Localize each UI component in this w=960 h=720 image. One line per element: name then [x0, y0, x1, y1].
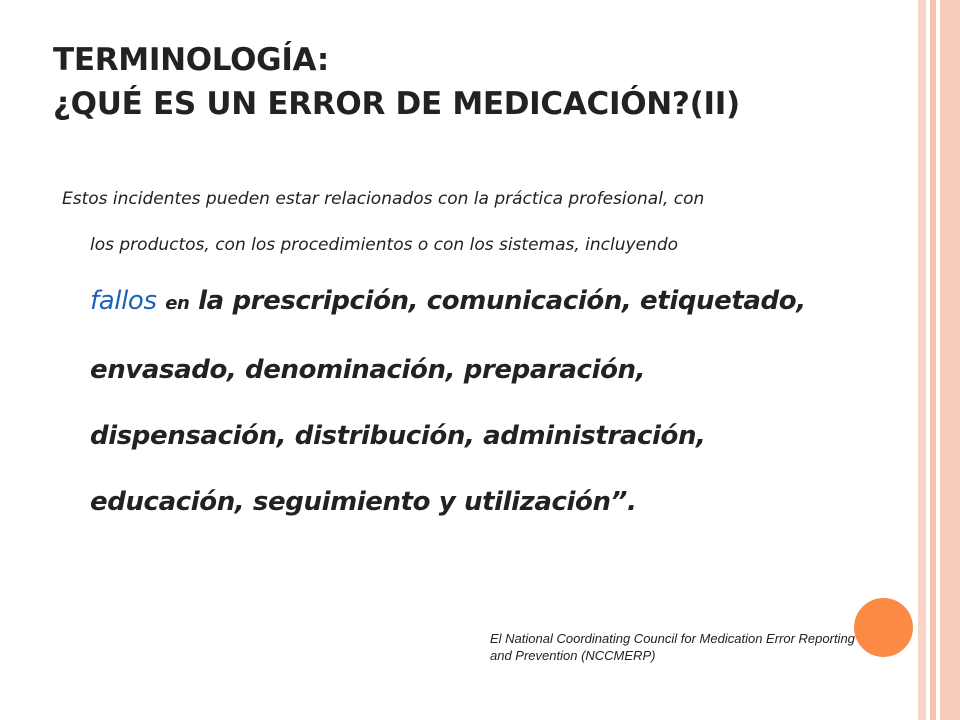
- slide-title: [53, 38, 740, 126]
- slide-title-line-2: ¿QUÉ ES UN ERROR DE MEDICACIÓN?(II): [53, 86, 740, 122]
- body-line-5: dispensación, distribución, administración,: [90, 421, 706, 451]
- body-line-1: Estos incidentes pueden estar relacionados con la práctica profesional, con: [62, 189, 705, 209]
- definition-text: [62, 176, 867, 535]
- stripe-1: [918, 0, 926, 720]
- source-citation: [490, 630, 950, 664]
- body-line-4: envasado, denominación, preparación,: [90, 355, 646, 385]
- citation-line-2: and Prevention (NCCMERP): [490, 648, 656, 663]
- body-line-6: educación, seguimiento y utilización”.: [90, 487, 637, 517]
- connector-en: en: [165, 293, 190, 314]
- body-line-3: [62, 268, 867, 337]
- highlight-word-fallos: fallos: [90, 286, 157, 316]
- citation-line-1: El National Coordinating Council for Medication Error Reporting: [490, 631, 855, 646]
- slide-title-line-1: TERMINOLOGÍA:: [53, 42, 329, 78]
- body-line-2: los productos, con los procedimientos o con los sistemas, incluyendo: [90, 235, 679, 255]
- body-line-3-rest: la prescripción, comunicación, etiquetado,: [198, 286, 806, 316]
- stripe-5: [940, 0, 960, 720]
